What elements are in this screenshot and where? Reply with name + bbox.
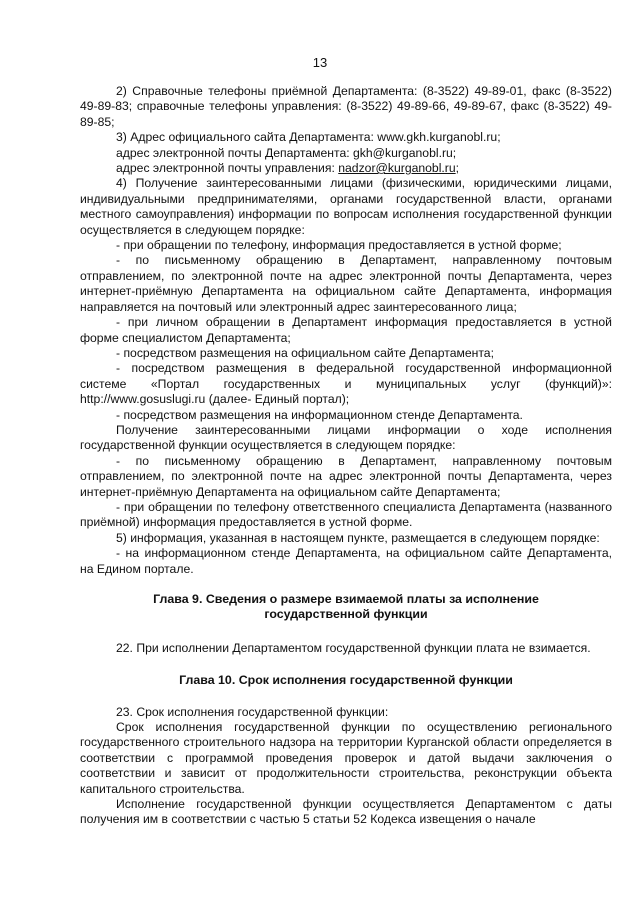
paragraph-23: 23. Срок исполнения государственной функции:: [116, 704, 389, 719]
list-item-progress-written: - по письменному обращению в Департамент, направленному почтовым отправлением, по электронной почте на адрес электронной почты Департамента, через интернет-приёмную Департамента на официальном сайте Департамента;: [80, 453, 612, 499]
paragraph-execution-start: Исполнение государственной функции осуществляется Департаментом с даты получения им в соответствии с частью 5 статьи 52 Кодекса извещения о начале: [80, 797, 612, 827]
chapter-9-title-line-1: Глава 9. Сведения о размере взимаемой платы за исполнение: [153, 592, 539, 606]
list-item-written-request: - по письменному обращению в Департамент, направленному почтовым отправлением, по электронной почте на адрес электронной почты Департамента, через интернет-приёмную Департамента на официальном сайте Департамента, информация направляется на почтовый или электронный адрес заинтересованного лица;: [80, 253, 612, 314]
page-number: 13: [312, 55, 328, 70]
paragraph-progress-info: Получение заинтересованными лицами информации о ходе исполнения государственной функции осуществляется в следующем порядке:: [80, 422, 612, 453]
paragraph-phones: 2) Справочные телефоны приёмной Департамента: (8-3522) 49-89-01, факс (8-3522) 49-89-83; справочные телефоны управления: (8-3522) 49-89-66, 49-89-67, факс (8-3522) 49-89-85;: [80, 84, 612, 129]
paragraph-office-email: [80, 161, 612, 176]
office-email-link[interactable]: nadzor@kurganobl.ru: [338, 161, 456, 176]
list-item-phone: - при обращении по телефону, информация предоставляется в устной форме;: [116, 238, 562, 253]
office-email-suffix: ;: [455, 161, 460, 176]
paragraph-22: 22. При исполнении Департаментом государственной функции плата не взимается.: [116, 640, 591, 655]
paragraph-website: 3) Адрес официального сайта Департамента: www.gkh.kurganobl.ru;: [116, 130, 501, 145]
list-item-placement-locations: - на информационном стенде Департамента, на официальном сайте Департамента, на Едином портале.: [80, 546, 612, 576]
document-body: [80, 84, 612, 828]
office-email-label: адрес электронной почты управления:: [116, 161, 339, 176]
list-item-info-stand: - посредством размещения на информационном стенде Департамента.: [116, 407, 523, 422]
chapter-9-title-line-2: государственной функции: [264, 607, 428, 622]
chapter-10-title: Глава 10. Срок исполнения государственной функции: [179, 673, 513, 688]
paragraph-info-order: 4) Получение заинтересованными лицами (физическими, юридическими лицами, индивидуальными предпринимателями, органами государственной власти, органами местного самоуправления) информации по вопросам исполнения государственной функции осуществляется в следующем порядке:: [80, 176, 612, 237]
paragraph-info-placement: 5) информация, указанная в настоящем пункте, размещается в следующем порядке:: [116, 530, 600, 545]
list-item-progress-phone: - при обращении по телефону ответственного специалиста Департамента (названного приёмной) информация предоставляется в устной форме.: [80, 499, 612, 530]
list-item-personal-visit: - при личном обращении в Департамент информация предоставляется в устной форме специалистом Департамента;: [80, 315, 612, 345]
list-item-federal-portal: - посредством размещения в федеральной государственной информационной системе «Портал государственных и муниципальных услуг (функций)»: http://www.gosuslugi.ru (далее- Единый портал);: [80, 361, 612, 407]
paragraph-department-email: адрес электронной почты Департамента: gkh@kurganobl.ru;: [116, 145, 457, 160]
list-item-official-site: - посредством размещения на официальном сайте Департамента;: [116, 345, 494, 360]
paragraph-term-definition: Срок исполнения государственной функции по осуществлению регионального государственного строительного надзора на территории Курганской области определяется в соответствии с программой проведения проверок и датой выдачи заключения о соответствии и зависит от продолжительности строительства, реконструкции объекта капитального строительства.: [80, 720, 612, 796]
